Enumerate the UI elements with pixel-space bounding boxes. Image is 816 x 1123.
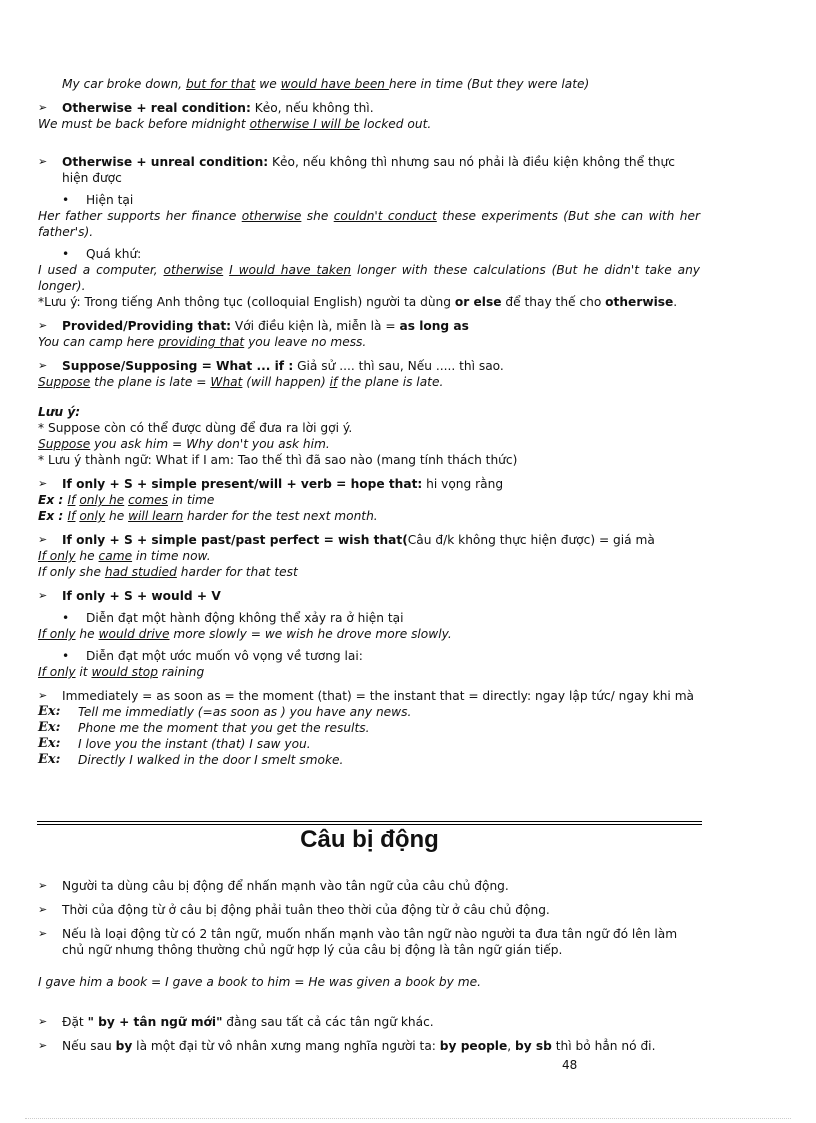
example-line: Ex : If only he will learn harder for the test next month. [38, 509, 378, 523]
arrow-bullet-icon: ➢ [38, 1039, 48, 1052]
rule-if-only-past: ➢ If only + S + simple past/past perfect = wish that(Câu đ/k không thực hiện được) = giá mà [38, 533, 655, 547]
example-line: Suppose the plane is late = What (will happen) if the plane is late. [38, 375, 444, 389]
page-bottom-border [25, 1118, 791, 1119]
passive-rule: ➢ Nếu là loại động từ có 2 tân ngữ, muốn nhấn mạnh vào tân ngữ nào người ta đưa tân ngữ đó lên làm chủ ngữ nhưng thông thường chủ ngữ hợp lý của câu bị động là tân ngữ gián tiếp. [38, 927, 678, 957]
section-divider [37, 821, 702, 822]
rule-otherwise-real: ➢ Otherwise + real condition: Kẻo, nếu không thì. [38, 101, 374, 115]
sub-bullet: • Diễn đạt một ước muốn vô vọng về tương lai: [62, 649, 363, 663]
arrow-bullet-icon: ➢ [38, 319, 48, 332]
passive-rule: ➢ Nếu sau by là một đại từ vô nhân xưng mang nghĩa người ta: by people, by sb thì bỏ hẳn nó đi. [38, 1039, 656, 1053]
sub-bullet: • Diễn đạt một hành động không thể xảy ra ở hiện tại [62, 611, 404, 625]
page-number: 48 [562, 1058, 578, 1072]
example-line: Suppose you ask him = Why don't you ask him. [38, 437, 330, 451]
sub-bullet: • Hiện tại [62, 193, 134, 207]
note-heading: Lưu ý: [38, 405, 81, 419]
rule-if-only-present: ➢ If only + S + simple present/will + verb = hope that: hi vọng rằng [38, 477, 504, 491]
example-line: Ex: Directly I walked in the door I smelt smoke. [38, 752, 344, 767]
example-line: I gave him a book = I gave a book to him = He was given a book by me. [38, 975, 481, 989]
dot-bullet-icon: • [62, 193, 70, 207]
example-line: Ex: Tell me immediatly (=as soon as ) you have any news. [38, 704, 412, 719]
example-line: Ex: Phone me the moment that you get the results. [38, 720, 370, 735]
note-line: * Lưu ý thành ngữ: What if I am: Tao thế thì đã sao nào (mang tính thách thức) [38, 453, 518, 467]
dot-bullet-icon: • [62, 649, 70, 663]
arrow-bullet-icon: ➢ [38, 879, 48, 892]
rule-provided: ➢ Provided/Providing that: Với điều kiện là, miễn là = as long as [38, 319, 469, 333]
passive-rule: ➢ Người ta dùng câu bị động để nhấn mạnh vào tân ngữ của câu chủ động. [38, 879, 509, 893]
rule-otherwise-unreal: ➢ Otherwise + unreal condition: Kẻo, nếu không thì nhưng sau nó phải là điều kiện không thể thực hiện được [38, 155, 675, 185]
example-line: I used a computer, otherwise I would have taken longer with these calculations (But he didn't take any longer). [38, 263, 701, 293]
arrow-bullet-icon: ➢ [38, 359, 48, 372]
note-line: *Lưu ý: Trong tiếng Anh thông tục (colloquial English) người ta dùng or else để thay thế cho otherwise. [38, 295, 678, 309]
passive-rule: ➢ Thời của động từ ở câu bị động phải tuân theo thời của động từ ở câu chủ động. [38, 903, 550, 917]
example-line: If only it would stop raining [38, 665, 205, 679]
example-line: If only he would drive more slowly = we wish he drove more slowly. [38, 627, 452, 641]
arrow-bullet-icon: ➢ [38, 1015, 48, 1028]
section-divider [37, 824, 702, 825]
rule-immediately: ➢ Immediately = as soon as = the moment (that) = the instant that = directly: ngay lập tức/ ngay khi mà [38, 689, 695, 703]
arrow-bullet-icon: ➢ [38, 155, 48, 168]
example-line: Ex : If only he comes in time [38, 493, 215, 507]
note-line: * Suppose còn có thể được dùng để đưa ra lời gợi ý. [38, 421, 353, 435]
rule-if-only-would: ➢ If only + S + would + V [38, 589, 221, 603]
example-line: If only she had studied harder for that test [38, 565, 298, 579]
passive-section [38, 870, 700, 1054]
rule-suppose: ➢ Suppose/Supposing = What ... if : Giả sử .... thì sau, Nếu ..... thì sao. [38, 359, 504, 373]
example-line: If only he came in time now. [38, 549, 211, 563]
arrow-bullet-icon: ➢ [38, 533, 48, 546]
example-line: Her father supports her finance otherwise she couldn't conduct these experiments (But she can with her father's). [38, 209, 700, 239]
arrow-bullet-icon: ➢ [38, 927, 48, 940]
sub-bullet: • Quá khứ: [62, 247, 142, 261]
arrow-bullet-icon: ➢ [38, 589, 48, 602]
section-title: Câu bị động [300, 826, 439, 853]
example-line: We must be back before midnight otherwise I will be locked out. [38, 117, 432, 131]
example-line: Ex: I love you the instant (that) I saw you. [38, 736, 311, 751]
example-line: You can camp here providing that you leave no mess. [38, 335, 367, 349]
document-body [38, 76, 700, 768]
arrow-bullet-icon: ➢ [38, 903, 48, 916]
dot-bullet-icon: • [62, 247, 70, 261]
passive-rule: ➢ Đặt " by + tân ngữ mới" đằng sau tất cả các tân ngữ khác. [38, 1015, 434, 1029]
example-line: My car broke down, but for that we would have been here in time (But they were late) [62, 77, 590, 91]
arrow-bullet-icon: ➢ [38, 689, 48, 702]
arrow-bullet-icon: ➢ [38, 477, 48, 490]
arrow-bullet-icon: ➢ [38, 101, 48, 114]
dot-bullet-icon: • [62, 611, 70, 625]
